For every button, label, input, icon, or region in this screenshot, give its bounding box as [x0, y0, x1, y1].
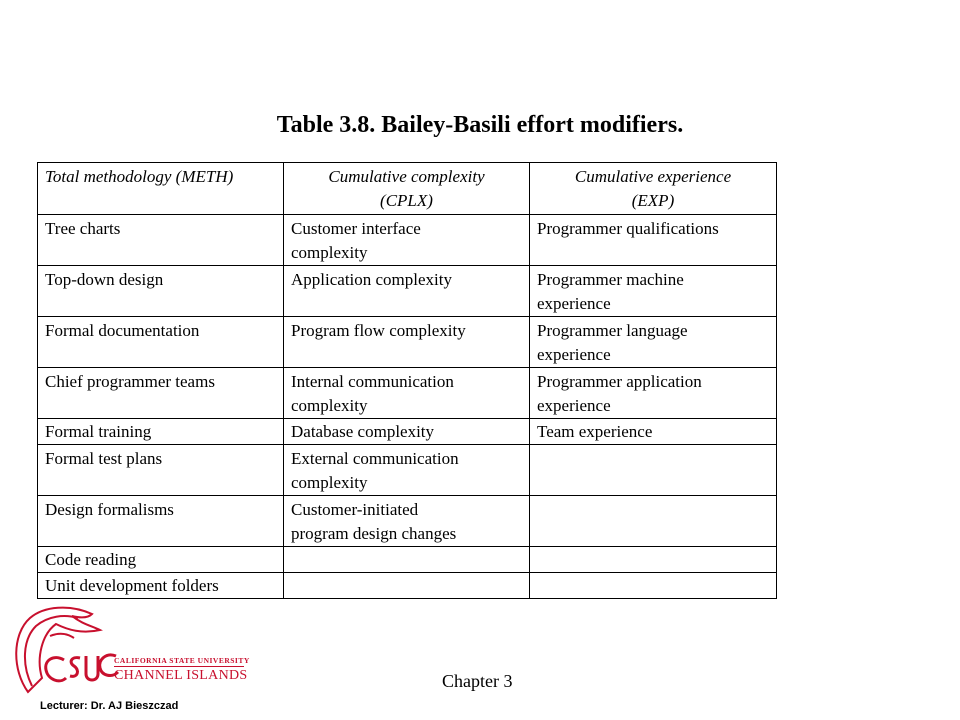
header-text: Cumulative experience: [574, 167, 732, 186]
complexity-cell: [284, 445, 530, 496]
logo-line-campus: CHANNEL ISLANDS: [114, 668, 248, 683]
header-text: (EXP): [631, 191, 675, 210]
cell-text: External communication: [291, 449, 459, 468]
cell-text: complexity: [291, 243, 368, 262]
methodology-cell: [38, 496, 284, 547]
table-row: [38, 496, 777, 547]
methodology-cell: [38, 215, 284, 266]
methodology-cell: [38, 317, 284, 368]
header-experience: [530, 163, 777, 215]
cell-text: Formal documentation: [45, 321, 200, 340]
cell-text: Formal training: [45, 422, 152, 441]
cell-text: Programmer machine: [537, 270, 684, 289]
experience-cell: [530, 547, 777, 573]
table-row: [38, 317, 777, 368]
methodology-cell: [38, 368, 284, 419]
header-text: Total methodology (METH): [45, 167, 234, 186]
cell-text: Programmer qualifications: [537, 219, 719, 238]
experience-cell: [530, 496, 777, 547]
complexity-cell: [284, 419, 530, 445]
methodology-cell: [38, 445, 284, 496]
lecturer-label: Lecturer: Dr. AJ Bieszczad: [40, 700, 179, 712]
cell-text: Customer interface: [291, 219, 421, 238]
cell-text: Tree charts: [45, 219, 121, 238]
cell-text: Design formalisms: [45, 500, 174, 519]
cell-text: Customer-initiated: [291, 500, 419, 519]
chapter-label: Chapter 3: [442, 671, 513, 691]
experience-cell: [530, 266, 777, 317]
cell-text: Programmer application: [537, 372, 702, 391]
experience-cell: [530, 368, 777, 419]
cell-text: experience: [537, 396, 611, 415]
table-row: [38, 215, 777, 266]
logo-line-university: CALIFORNIA STATE UNIVERSITY: [114, 656, 250, 665]
cell-text: Application complexity: [291, 270, 452, 289]
header-text: (CPLX): [380, 191, 433, 210]
table-row: [38, 445, 777, 496]
table-row: [38, 368, 777, 419]
complexity-cell: [284, 573, 530, 599]
header-complexity: [284, 163, 530, 215]
header-methodology: [38, 163, 284, 215]
table-row: [38, 419, 777, 445]
cell-text: complexity: [291, 396, 368, 415]
complexity-cell: [284, 368, 530, 419]
experience-cell: [530, 445, 777, 496]
table-title: Table 3.8. Bailey-Basili effort modifiers.: [276, 112, 684, 138]
table-row: [38, 266, 777, 317]
table-row: [38, 573, 777, 599]
cell-text: Code reading: [45, 550, 137, 569]
complexity-cell: [284, 215, 530, 266]
cell-text: Program flow complexity: [291, 321, 466, 340]
cell-text: experience: [537, 294, 611, 313]
table-header-row: [38, 163, 777, 215]
methodology-cell: [38, 547, 284, 573]
complexity-cell: [284, 266, 530, 317]
table-body: [38, 215, 777, 599]
cell-text: program design changes: [291, 524, 457, 543]
methodology-cell: [38, 573, 284, 599]
cell-text: Chief programmer teams: [45, 372, 215, 391]
cell-text: Internal communication: [291, 372, 454, 391]
cell-text: Formal test plans: [45, 449, 163, 468]
experience-cell: [530, 317, 777, 368]
table-row: [38, 547, 777, 573]
cell-text: Team experience: [537, 422, 653, 441]
effort-modifiers-table: [37, 162, 777, 599]
cell-text: Database complexity: [291, 422, 435, 441]
complexity-cell: [284, 496, 530, 547]
cell-text: Programmer language: [537, 321, 688, 340]
methodology-cell: [38, 266, 284, 317]
experience-cell: [530, 419, 777, 445]
cell-text: complexity: [291, 473, 368, 492]
header-text: Cumulative complexity: [328, 167, 485, 186]
cell-text: Top-down design: [45, 270, 164, 289]
cell-text: experience: [537, 345, 611, 364]
cell-text: Unit development folders: [45, 576, 219, 595]
complexity-cell: [284, 317, 530, 368]
experience-cell: [530, 573, 777, 599]
experience-cell: [530, 215, 777, 266]
methodology-cell: [38, 419, 284, 445]
university-wordmark: [114, 656, 250, 684]
complexity-cell: [284, 547, 530, 573]
